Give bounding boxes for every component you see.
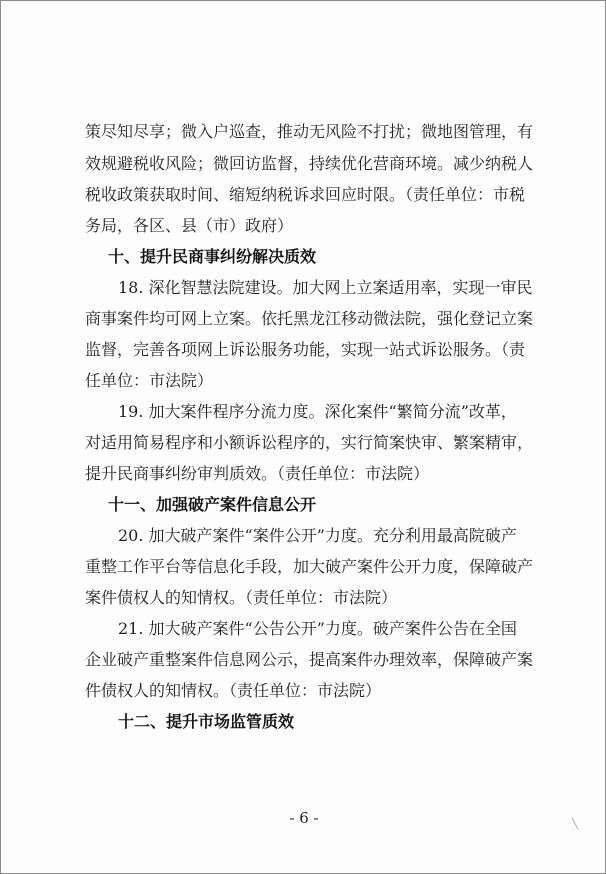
- scan-mark: ╲: [572, 819, 579, 830]
- body-line: 20. 加大破产案件“案件公开”力度。充分利用最高院破产: [118, 526, 517, 545]
- body-line: 任单位：市法院）: [85, 371, 214, 390]
- section-heading: 十二、提升市场监管质效: [118, 712, 295, 731]
- body-line: 策尽知尽享；微入户巡查，推动无风险不打扰；微地图管理，有: [85, 122, 534, 141]
- body-line: 务局，各区、县（市）政府）: [85, 216, 294, 235]
- body-line: 企业破产重整案件信息网公示，提高案件办理效率，保障破产案: [85, 650, 534, 669]
- body-line: 提升民商事纠纷审判质效。（责任单位：市法院）: [85, 464, 430, 483]
- body-line: 21. 加大破产案件“公告公开”力度。破产案件公告在全国: [118, 619, 517, 638]
- body-line: 19. 加大案件程序分流力度。深化案件“繁简分流”改革，: [118, 402, 517, 421]
- section-heading: 十一、加强破产案件信息公开: [108, 495, 317, 514]
- body-line: 效规避税收风险；微回访监督，持续优化营商环境。减少纳税人: [85, 154, 534, 173]
- page-number: - 6 -: [289, 809, 319, 827]
- body-line: 商事案件均可网上立案。依托黑龙江移动微法院，强化登记立案: [85, 309, 534, 328]
- body-line: 监督，完善各项网上诉讼服务功能，实现一站式诉讼服务。（责: [85, 340, 526, 359]
- section-heading: 十、提升民商事纠纷解决质效: [108, 247, 317, 266]
- body-line: 18. 深化智慧法院建设。加大网上立案适用率，实现一审民: [118, 278, 533, 297]
- body-line: 案件债权人的知情权。（责任单位：市法院）: [85, 588, 398, 607]
- body-line: 税收政策获取时间、缩短纳税诉求回应时限。（责任单位：市税: [85, 185, 526, 204]
- body-line: 对适用简易程序和小额诉讼程序的，实行简案快审、繁案精审，: [85, 433, 534, 452]
- body-line: 重整工作平台等信息化手段，加大破产案件公开力度，保障破产: [85, 557, 534, 576]
- body-line: 件债权人的知情权。（责任单位：市法院）: [85, 681, 382, 700]
